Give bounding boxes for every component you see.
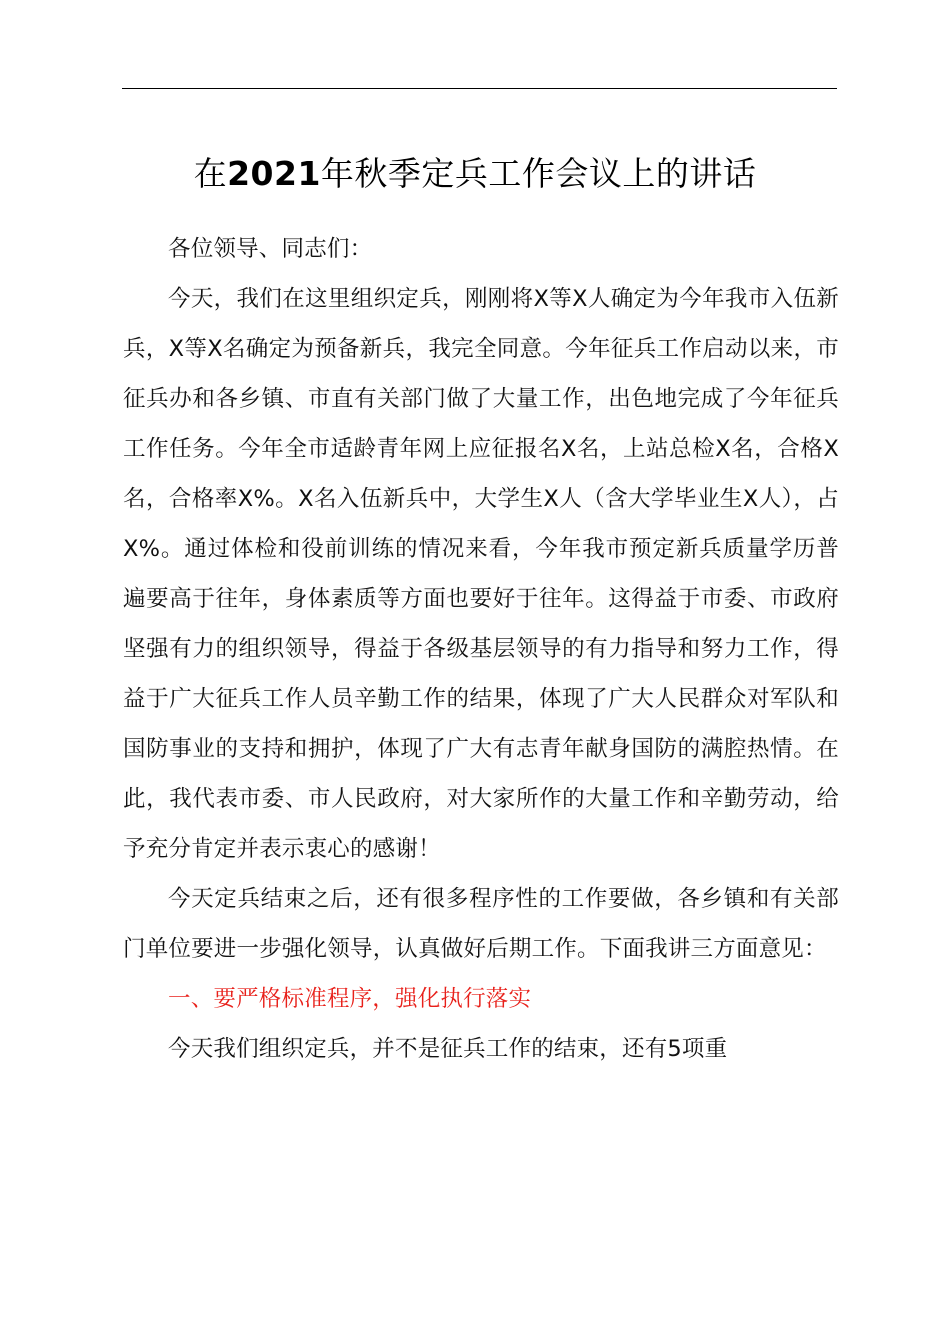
document-body	[123, 224, 839, 1074]
document-title	[0, 150, 950, 198]
title-prefix: 在	[193, 154, 228, 193]
greeting: 各位领导、同志们：	[168, 236, 373, 262]
section-heading-1: 一、要严格标准程序，强化执行落实	[168, 986, 532, 1012]
paragraph-2: 今天定兵结束之后，还有很多程序性的工作要做，各乡镇和有关部门单位要进一步强化领导，认真做好后期工作。下面我讲三方面意见：	[123, 886, 839, 962]
title-suffix: 年秋季定兵工作会议上的讲话	[320, 154, 757, 193]
title-year: 2021	[227, 154, 321, 193]
paragraph-3: 今天我们组织定兵，并不是征兵工作的结束，还有5项重	[168, 1036, 728, 1062]
header-rule	[122, 88, 837, 89]
paragraph-1: 今天，我们在这里组织定兵，刚刚将X等X人确定为今年我市入伍新兵，X等X名确定为预备新兵，我完全同意。今年征兵工作启动以来，市征兵办和各乡镇、市直有关部门做了大量工作，出色地完成了今年征兵工作任务。今年全市适龄青年网上应征报名X名，上站总检X名，合格X名，合格率X%。X名入伍新兵中，大学生X人（含大学毕业生X人），占X%。通过体检和役前训练的情况来看，今年我市预定新兵质量学历普遍要高于往年，身体素质等方面也要好于往年。这得益于市委、市政府坚强有力的组织领导，得益于各级基层领导的有力指导和努力工作，得益于广大征兵工作人员辛勤工作的结果，体现了广大人民群众对军队和国防事业的支持和拥护，体现了广大有志青年献身国防的满腔热情。在此，我代表市委、市人民政府，对大家所作的大量工作和辛勤劳动，给予充分肯定并表示衷心的感谢！	[123, 286, 839, 862]
